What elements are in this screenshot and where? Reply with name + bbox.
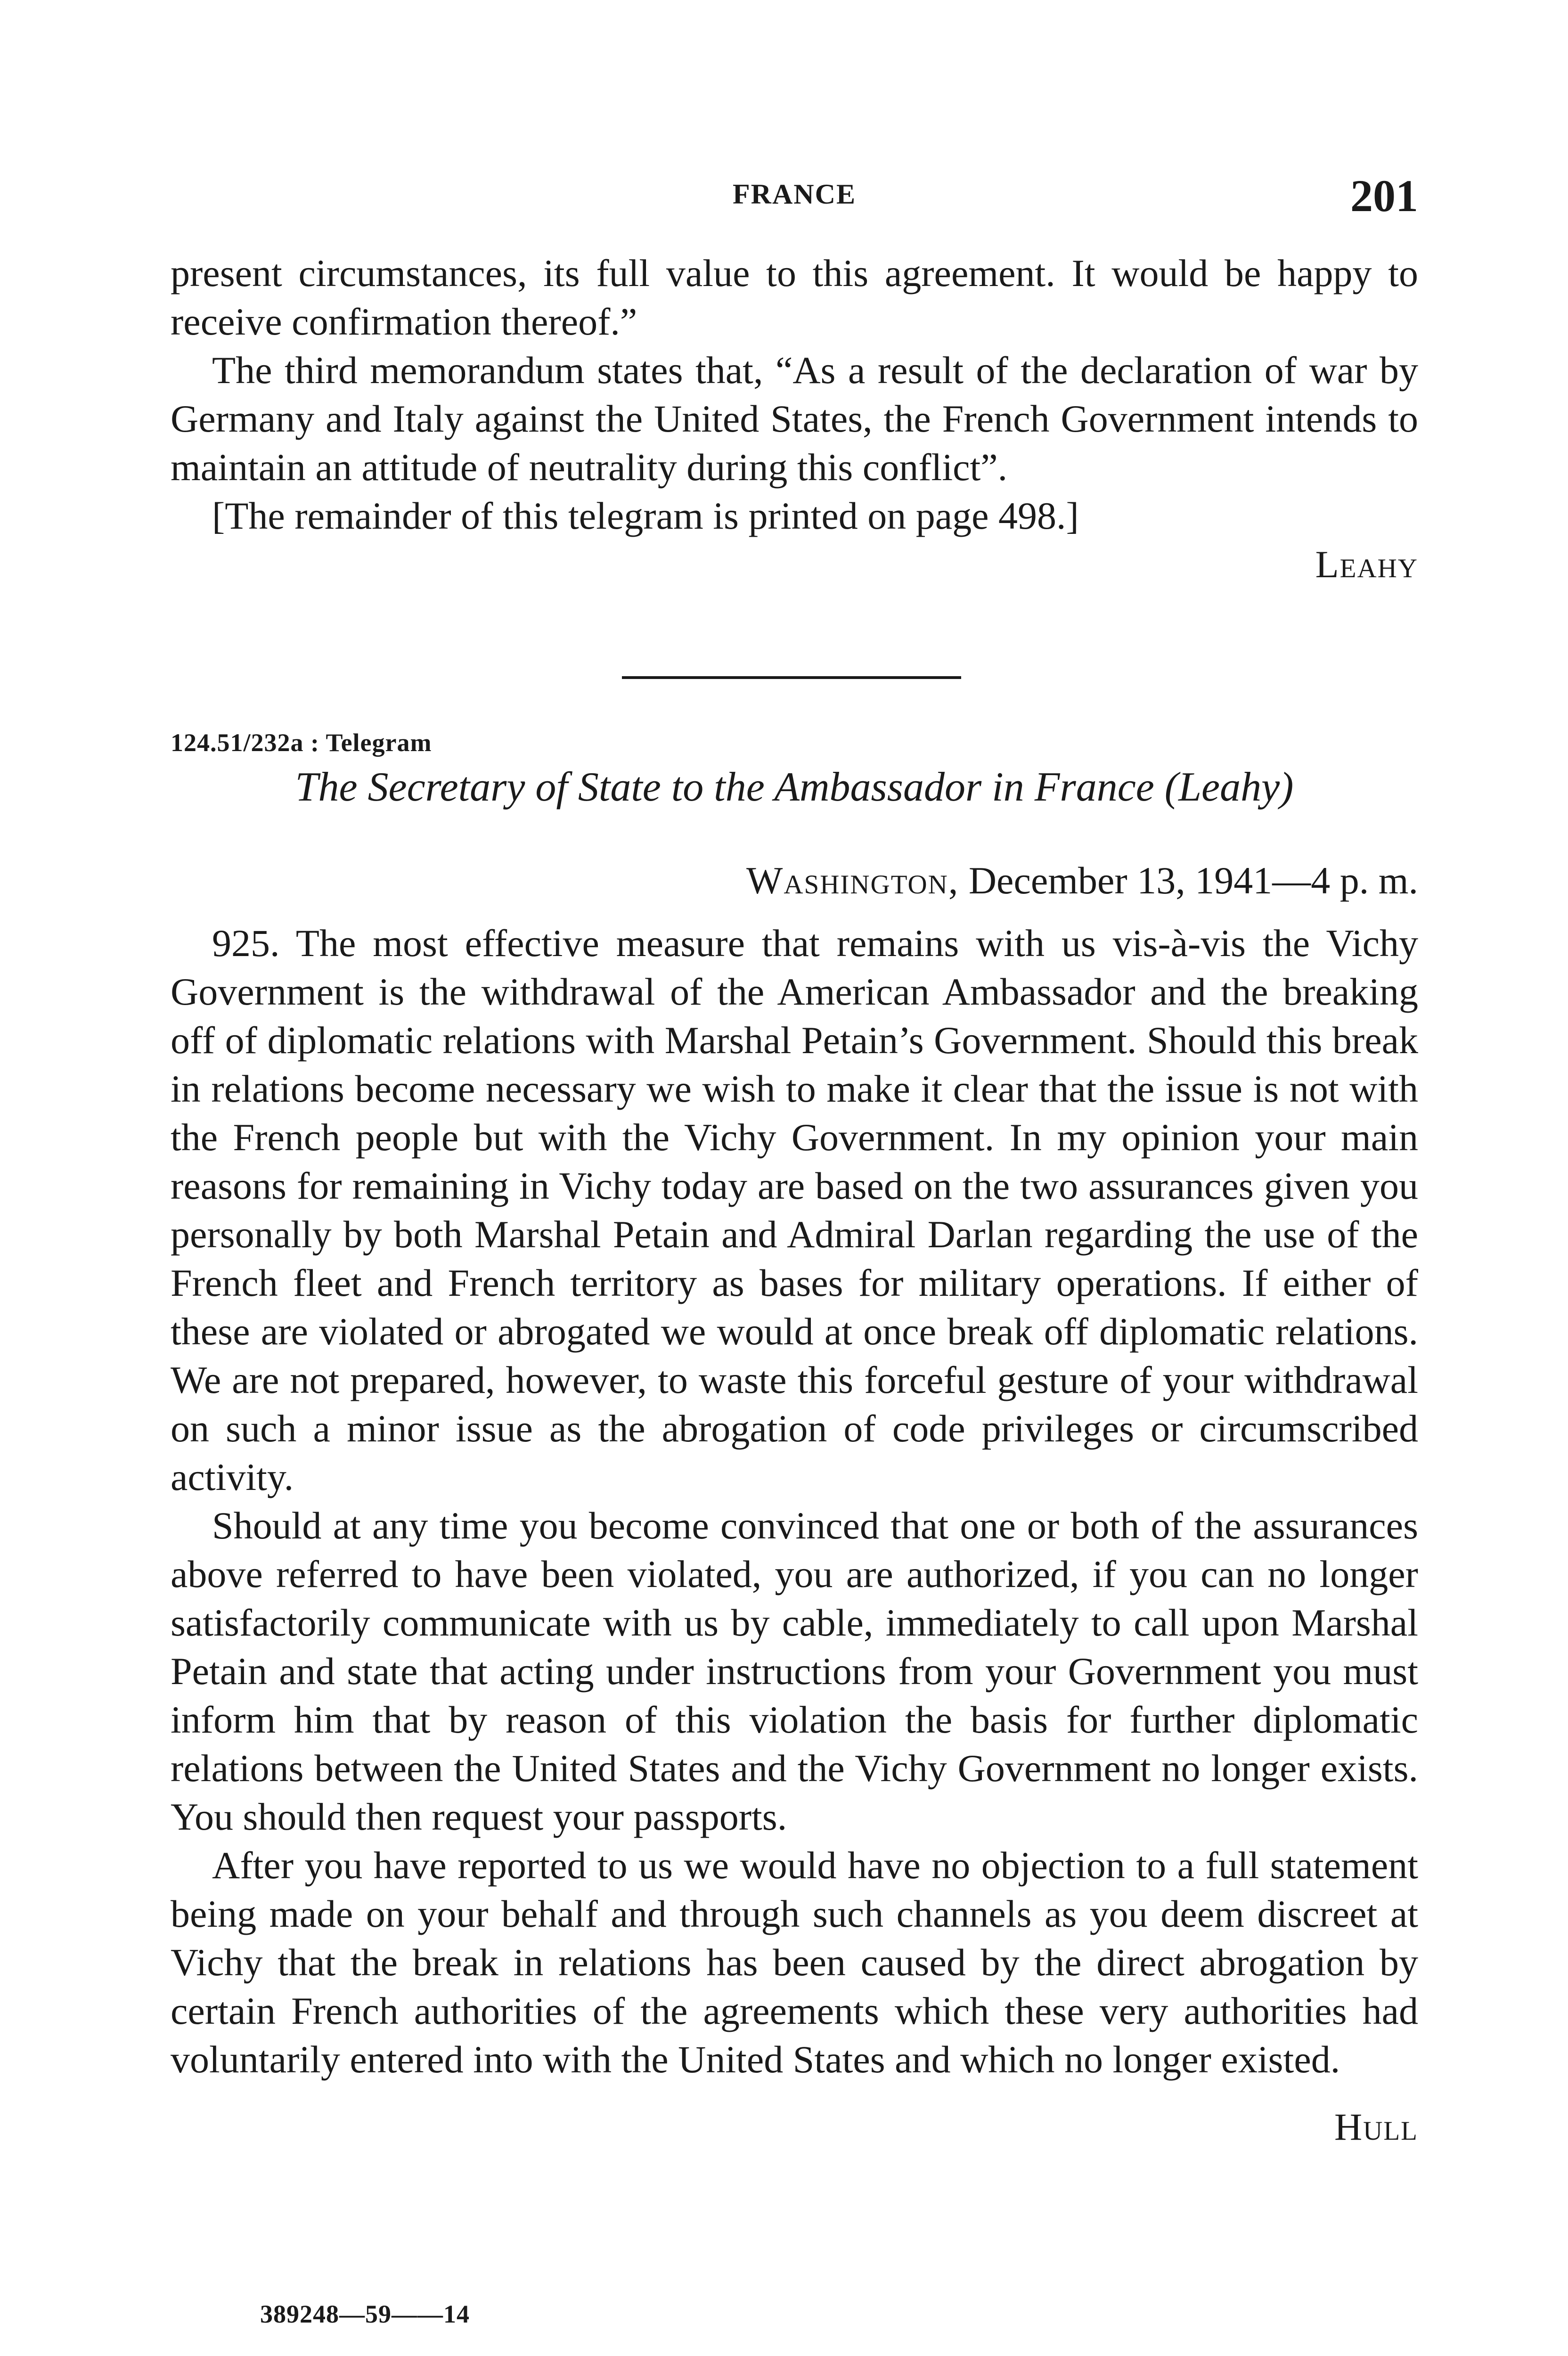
signature-leahy: Leahy [1315, 543, 1418, 586]
running-head [171, 170, 1418, 221]
continued-paragraph: present circumstances, its full value to this agreement. It would be happy to receive confirmation thereof.” [171, 252, 1418, 343]
dateline [171, 859, 1418, 903]
running-title: FRANCE [733, 179, 856, 210]
dateline-place: Washington, [746, 859, 959, 902]
signature-hull: Hull [1334, 2105, 1418, 2148]
telegram-heading: The Secretary of State to the Ambassador in France (Leahy) [295, 764, 1294, 810]
dateline-date: December 13, 1941—4 p. m. [959, 859, 1418, 902]
section-divider [622, 676, 961, 679]
telegram-paragraph-3: After you have reported to us we would have no objection to a full statement being made on your behalf and through such channels as you deem discreet at Vichy that the break in relations has been caused by the direct abrogation by certain French authorities of the agreements which these very authorities had voluntarily entered into with the United States and which no longer existed. [171, 1844, 1418, 2081]
continued-telegram-section [171, 249, 1418, 589]
telegram-paragraph-1: 925. The most effective measure that remains with us vis-à-vis the Vichy Government is the withdrawal of the American Ambassador and the breaking off of diplomatic relations with Marshal Petain’s Government. Should this break in relations become necessary we wish to make it clear that the issue is not with the French people but with the Vichy Government. In my opinion your main reasons for remaining in Vichy today are based on the two assurances given you personally by both Marshal Petain and Admiral Darlan regarding the use of the French fleet and French territory as bases for military operations. If either of these are violated or abrogated we would at once break off diplomatic relations. We are not prepared, however, to waste this forceful gesture of your withdrawal on such a minor issue as the abrogation of code privileges or circumscribed activity. [171, 922, 1418, 1498]
print-code: 389248—59——14 [260, 2300, 470, 2328]
file-reference: 124.51/232a : Telegram [171, 728, 432, 757]
telegram-body [171, 919, 1418, 2151]
editorial-note-paragraph: [The remainder of this telegram is printed on page 498.] [212, 494, 1079, 537]
telegram-paragraph-2: Should at any time you become convinced that one or both of the assurances above referred to have been violated, you are authorized, if you can no longer satisfactorily communicate with us by cable, immediately to call upon Marshal Petain and state that acting under instructions from your Government you must inform him that by reason of this violation the basis for further diplomatic relations between the United States and the Vichy Government no longer exists. You should then request your passports. [171, 1504, 1418, 1838]
page-number: 201 [1350, 171, 1418, 221]
third-memorandum-paragraph: The third memorandum states that, “As a result of the declaration of war by Germany and Italy against the United States, the French Government intends to maintain an attitude of neutrality during this conflict”. [171, 349, 1418, 489]
